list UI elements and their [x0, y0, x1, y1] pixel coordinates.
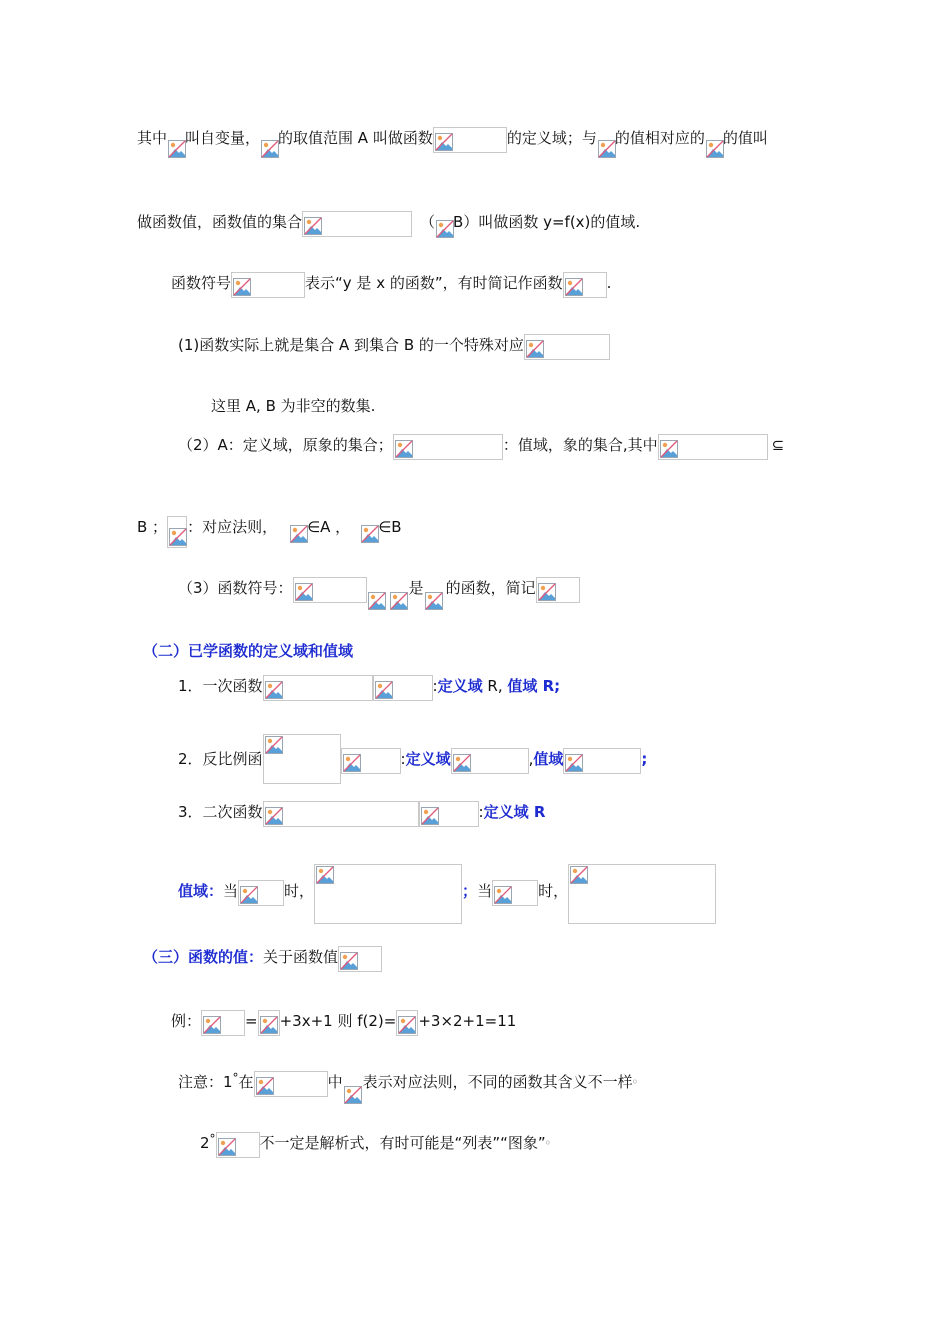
text: B）叫做函数 y=f(x)的值域. [453, 213, 641, 231]
text: 时， [538, 882, 569, 900]
text: ∈A ， [307, 518, 351, 536]
broken-image-icon [304, 217, 322, 235]
broken-image-icon [168, 140, 186, 158]
label-range: 值域 [533, 750, 564, 768]
text: 函数符号 [171, 274, 232, 292]
broken-image-icon [421, 807, 439, 825]
broken-image-icon [425, 592, 443, 610]
section-heading-text: （三）函数的值： [143, 948, 264, 966]
broken-image-icon [494, 886, 512, 904]
text: 例： [171, 1012, 202, 1030]
paragraph-range [137, 211, 640, 233]
broken-image-icon [260, 1016, 278, 1034]
formula-image-x [260, 127, 278, 159]
text: 2．反比例函 [178, 750, 263, 768]
text: 表示“y 是 x 的函数”，有时简记作函数 [305, 274, 563, 292]
formula-image-fx [201, 1010, 245, 1036]
text: 当 [477, 882, 493, 900]
text: ∈B [378, 518, 402, 536]
broken-image-icon [395, 440, 413, 458]
text: , [528, 750, 534, 768]
note-1 [178, 1071, 645, 1093]
broken-image-icon [565, 278, 583, 296]
text: 的取值范围 A 叫做函数 [278, 129, 433, 147]
text: : [432, 677, 438, 695]
formula-image-k-condition [373, 675, 433, 701]
text: +3x+1 则 f(2)= [279, 1012, 397, 1030]
text: : [478, 803, 484, 821]
label-domain: 定义域 R [483, 803, 546, 821]
text: 在 [238, 1073, 254, 1091]
paragraph-definition [137, 127, 768, 149]
text: ； [462, 882, 478, 900]
broken-image-icon [361, 525, 379, 543]
formula-image-linear-fn [263, 675, 373, 701]
text: 不一定是解析式，有时可能是“列表”“图象” [259, 1134, 546, 1152]
text: （ [420, 213, 436, 231]
formula-image-mapping [524, 334, 610, 360]
text: ：值域，象的集合,其中 [502, 436, 658, 454]
formula-image-k-condition [341, 748, 401, 774]
text: R, [482, 677, 508, 695]
formula-image-subset [435, 211, 453, 239]
text: 是 [408, 579, 424, 597]
formula-image-x [167, 127, 185, 159]
broken-image-icon [233, 278, 251, 296]
text: 其中 [137, 129, 168, 147]
text: B ； [137, 518, 168, 536]
text: = [245, 1012, 258, 1030]
broken-image-icon [344, 1086, 362, 1104]
text: 1．一次函数 [178, 677, 263, 695]
paragraph-rule [137, 516, 402, 538]
formula-image-fx [536, 577, 580, 603]
formula-image-range-set [563, 748, 641, 774]
broken-image-icon [265, 736, 283, 754]
formula-image-y-fx [293, 577, 367, 603]
formula-image-inverse-fn [263, 734, 341, 784]
broken-image-icon [256, 1077, 274, 1095]
formula-image-domain-set [451, 748, 529, 774]
text: ⊆ [771, 436, 785, 454]
paragraph-function-symbol [171, 272, 611, 294]
formula-image-y-fx [231, 272, 305, 298]
text: 注意：1 [178, 1073, 233, 1091]
formula-image-x [424, 577, 446, 611]
list-item-inverse [178, 748, 647, 770]
text: 表示对应法则，不同的函数其含义不一样 [362, 1073, 633, 1091]
text: +3×2+1=11 [418, 1012, 517, 1030]
text: 。 [632, 1071, 645, 1085]
formula-image-quadratic-fn [263, 801, 419, 827]
formula-image-y-fx [254, 1071, 328, 1097]
text: 2 [200, 1134, 210, 1152]
formula-image-a-negative [492, 880, 538, 906]
formula-image-range-case-1 [314, 864, 462, 924]
formula-image-y [705, 127, 723, 159]
text: 中 [327, 1073, 343, 1091]
text: （2）A：定义域，原象的集合； [178, 436, 393, 454]
broken-image-icon [316, 866, 334, 884]
section-heading-text: （二）已学函数的定义域和值域 [143, 642, 354, 660]
broken-image-icon [390, 592, 408, 610]
broken-image-icon [435, 133, 453, 151]
formula-image-range-c [393, 434, 503, 460]
label-range: 值域： [178, 882, 224, 900]
broken-image-icon [261, 140, 279, 158]
formula-image-range-case-2 [568, 864, 716, 924]
formula-image-range-set [302, 211, 412, 237]
broken-image-icon [290, 525, 308, 543]
formula-image-y [367, 577, 389, 611]
formula-image-fx [563, 272, 607, 298]
text: 时， [284, 882, 315, 900]
broken-image-icon [340, 952, 358, 970]
formula-image-c-subset [658, 434, 768, 460]
text: 的函数，简记 [445, 579, 536, 597]
paragraph-point-3 [178, 577, 580, 599]
formula-image-fx [360, 516, 378, 544]
text: 这里 A, B 为非空的数集. [211, 397, 376, 415]
formula-image-x [289, 516, 307, 544]
broken-image-icon [453, 754, 471, 772]
paragraph-point-1 [178, 334, 610, 356]
formula-image-fx [216, 1132, 260, 1158]
formula-image-x [597, 127, 615, 159]
broken-image-icon [343, 754, 361, 772]
broken-image-icon [570, 866, 588, 884]
section-heading-domain-range [143, 640, 353, 662]
text: 的值叫 [722, 129, 768, 147]
text: ：对应法则， [187, 518, 278, 536]
broken-image-icon [660, 440, 678, 458]
list-item-linear [178, 675, 560, 697]
broken-image-icon [240, 886, 258, 904]
text: 做函数值，函数值的集合 [137, 213, 303, 231]
note-2 [200, 1132, 558, 1154]
text: 。 [545, 1132, 558, 1146]
broken-image-icon [538, 583, 556, 601]
text: 的定义域；与 [506, 129, 597, 147]
paragraph-point-2 [178, 434, 784, 456]
text: （3）函数符号： [178, 579, 293, 597]
text: : [400, 750, 406, 768]
broken-image-icon [436, 220, 454, 238]
formula-image-f [167, 516, 187, 548]
broken-image-icon [398, 1016, 416, 1034]
text: ; [641, 750, 648, 768]
broken-image-icon [203, 1016, 221, 1034]
broken-image-icon [218, 1138, 236, 1156]
label-domain: 定义域 [405, 750, 451, 768]
broken-image-icon [598, 140, 616, 158]
list-item-quadratic [178, 801, 545, 823]
formula-image-f [343, 1071, 363, 1105]
formula-image-a-condition [419, 801, 479, 827]
text: 叫自变量， [185, 129, 261, 147]
paragraph-nonempty [211, 395, 375, 417]
formula-image-x [389, 577, 409, 611]
broken-image-icon [295, 583, 313, 601]
broken-image-icon [706, 140, 724, 158]
broken-image-icon [368, 592, 386, 610]
text: (1)函数实际上就是集合 A 到集合 B 的一个特殊对应 [178, 336, 524, 354]
broken-image-icon [375, 681, 393, 699]
text: 关于函数值 [263, 948, 339, 966]
label-range: 值域 R; [507, 677, 561, 695]
broken-image-icon [265, 681, 283, 699]
formula-image-fx [433, 127, 507, 153]
section-heading-function-value [143, 946, 382, 968]
degree-mark: ° [209, 1132, 216, 1146]
text: . [606, 274, 612, 292]
text: 的值相对应的 [614, 129, 705, 147]
broken-image-icon [526, 340, 544, 358]
formula-image-2-squared [396, 1010, 418, 1036]
broken-image-icon [565, 754, 583, 772]
formula-image-x-squared [258, 1010, 280, 1036]
label-domain: 定义域 [437, 677, 483, 695]
text: 当 [223, 882, 239, 900]
degree-mark: ° [232, 1071, 239, 1085]
formula-image-fx [338, 946, 382, 972]
text: 3．二次函数 [178, 803, 263, 821]
broken-image-icon [169, 528, 187, 546]
quadratic-range-cases [178, 880, 716, 902]
broken-image-icon [265, 807, 283, 825]
example-line [171, 1010, 516, 1032]
formula-image-a-positive [238, 880, 284, 906]
